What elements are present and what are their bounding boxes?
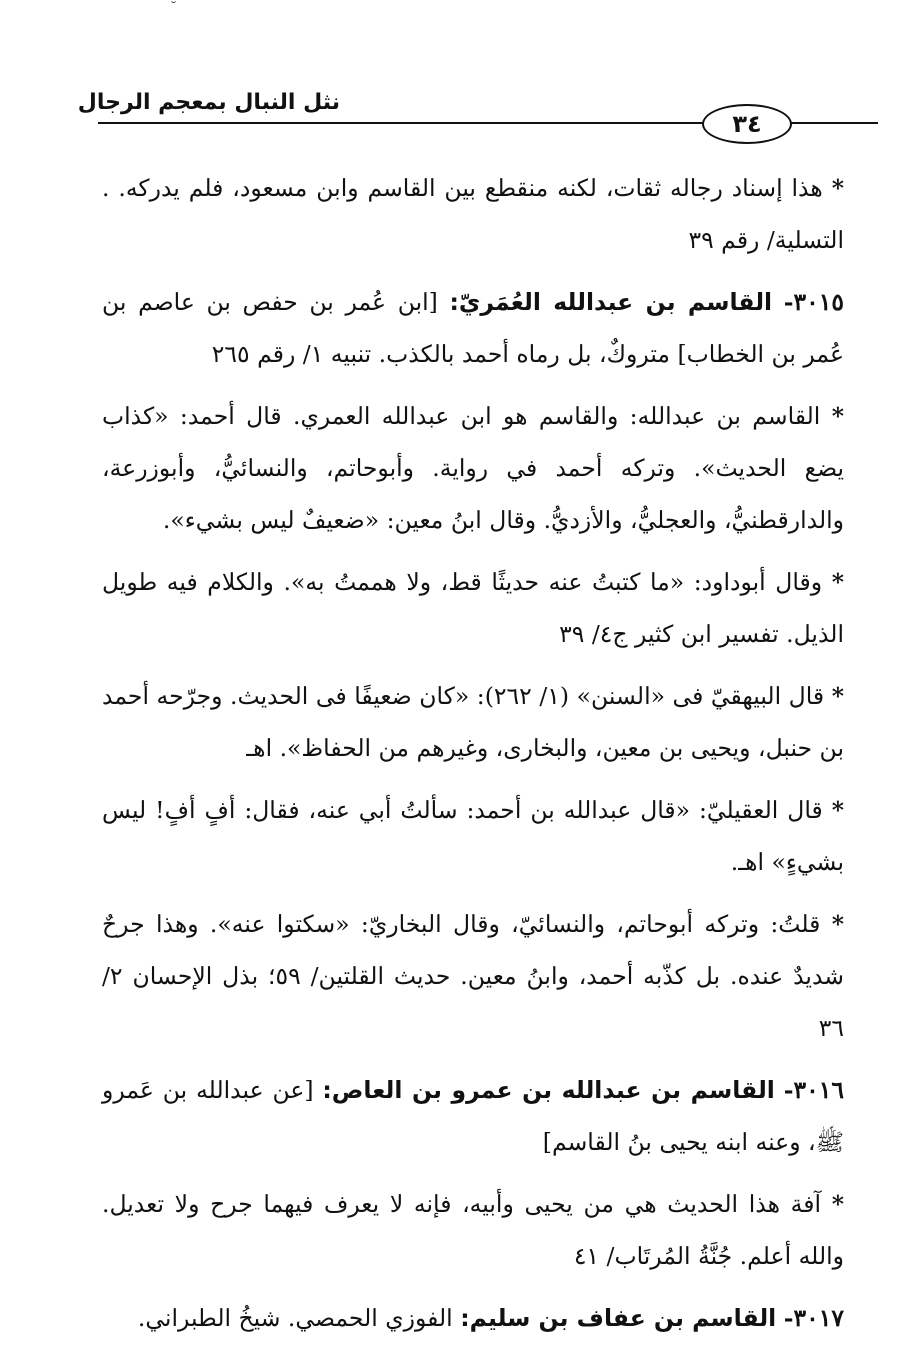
entry-number: ٣٠١٦-: [783, 1076, 844, 1104]
paragraph-entry: [102, 1292, 844, 1344]
entry-title: القاسم بن عبدالله بن عمرو بن العاص:: [322, 1076, 775, 1104]
running-title: نثل النبال بمعجم الرجال: [77, 90, 340, 115]
stray-mark: ˘: [170, 0, 177, 16]
bullet-star: *: [831, 402, 844, 430]
paragraph-text: قلتُ: وتركه أبوحاتم، والنسائيّ، وقال البخاريّ: «سكتوا عنه». وهذا جرحٌ شديدٌ عنده. بل كذّبه أحمد، وابنُ معين. حديث القلتين/ ٥٩؛ بذل الإحسان ٢/ ٣٦: [102, 910, 844, 1042]
page-body: [102, 162, 844, 1354]
paragraph-note: [102, 1178, 844, 1282]
bullet-star: *: [831, 796, 844, 824]
paragraph-text: الفوزي الحمصي. شيخُ الطبراني.: [137, 1304, 453, 1332]
paragraph-text: هذا إسناد رجاله ثقات، لكنه منقطع بين القاسم وابن مسعود، فلم يدركه. . التسلية/ رقم ٣٩: [102, 174, 844, 254]
paragraph-entry: [102, 276, 844, 380]
paragraph-note: [102, 784, 844, 888]
paragraph-note: [102, 898, 844, 1054]
paragraph-text: آفة هذا الحديث هي من يحيى وأبيه، فإنه لا يعرف فيهما جرح ولا تعديل. والله أعلم. جُنَّةُ المُرتَاب/ ٤١: [102, 1190, 844, 1270]
entry-number: ٣٠١٥-: [783, 288, 844, 316]
paragraph-text: وقال أبوداود: «ما كتبتُ عنه حديثًا قط، ولا هممتُ به». والكلام فيه طويل الذيل. تفسير ابن كثير ج٤/ ٣٩: [102, 568, 844, 648]
entry-title: القاسم بن عفاف بن سليم:: [460, 1304, 777, 1332]
paragraph-text: [عن عبدالله بن عَمرو ﷺ، وعنه ابنه يحيى بنُ القاسم]: [102, 1076, 844, 1156]
bullet-star: *: [831, 910, 844, 938]
paragraph-note: [102, 670, 844, 774]
bullet-star: *: [831, 1190, 844, 1218]
bullet-star: *: [831, 682, 844, 710]
page-header: [77, 82, 878, 152]
page-number: ٣٤: [702, 104, 792, 144]
paragraph-text: القاسم بن عبدالله: والقاسم هو ابن عبدالله العمري. قال أحمد: «كذاب يضع الحديث». وتركه أحمد في رواية. وأبوحاتم، والنسائيُّ، وأبوزرعة، والدارقطنيُّ، والعجليُّ، والأزديُّ. وقال ابنُ معين: «ضعيفٌ ليس بشيء».: [102, 402, 844, 534]
paragraph-text: [ابن عُمر بن حفص بن عاصم بن عُمر بن الخطاب] متروكٌ، بل رماه أحمد بالكذب. تنبيه ١/ رقم ٢٦٥: [102, 288, 844, 368]
paragraph-note: [102, 162, 844, 266]
paragraph-note: [102, 390, 844, 546]
paragraph-text: قال البيهقيّ فى «السنن» (١/ ٢٦٢): «كان ضعيفًا فى الحديث. وجرّحه أحمد بن حنبل، ويحيى بن معين، والبخارى، وغيرهم من الحفاظ». اهـ: [102, 682, 844, 762]
paragraph-entry: [102, 1064, 844, 1168]
paragraph-note: [102, 556, 844, 660]
bullet-star: *: [831, 174, 844, 202]
entry-title: القاسم بن عبدالله العُمَريّ:: [449, 288, 773, 316]
bullet-star: *: [831, 568, 844, 596]
entry-number: ٣٠١٧-: [783, 1304, 844, 1332]
paragraph-text: قال العقيليّ: «قال عبدالله بن أحمد: سألتُ أبي عنه، فقال: أفٍ أفٍ! ليس بشيءٍ» اهـ.: [102, 796, 844, 876]
